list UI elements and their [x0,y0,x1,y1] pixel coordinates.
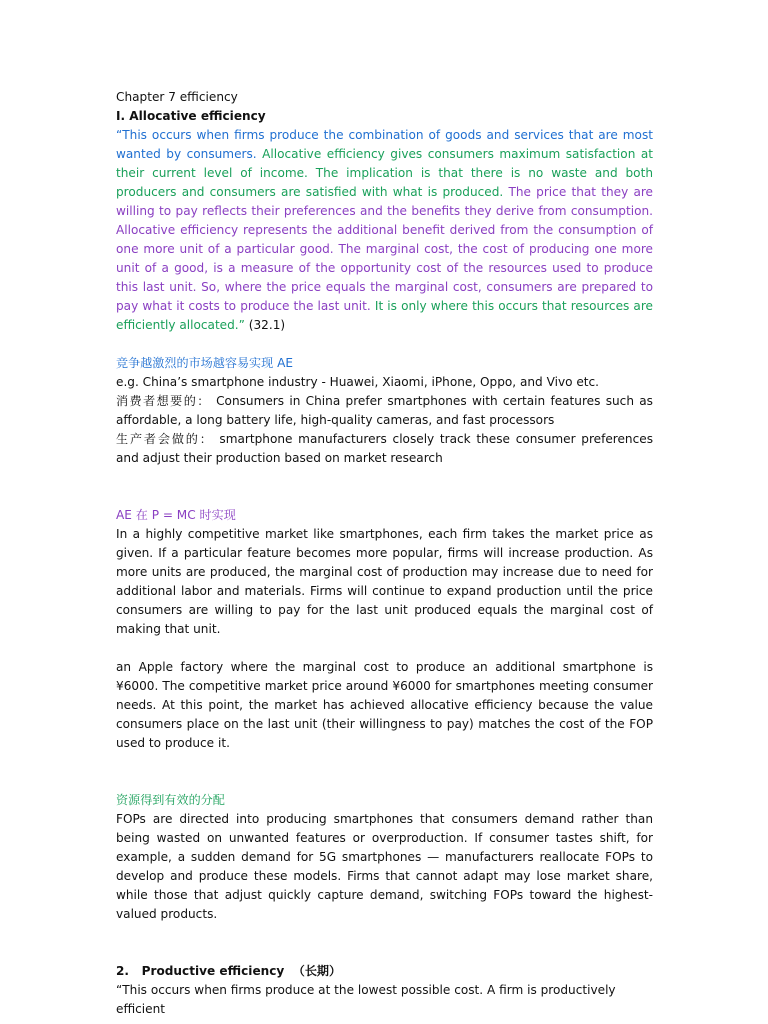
example-line: e.g. China’s smartphone industry - Huawei, Xiaomi, iPhone, Oppo, and Vivo etc. [116,375,600,389]
consumer-label: 消费者想要的： [116,394,211,408]
productive-quote-start: “This occurs when firms produce at the lowest possible cost. A firm is productively efficient [116,983,616,1016]
subhead-p-equals-mc: AE 在 P = MC 时实现 [116,508,236,522]
chapter-title: Chapter 7 efficiency [116,90,238,104]
producer-paragraph [116,430,653,468]
producer-label: 生产者会做的： [116,432,214,446]
subhead-competition: 竞争越激烈的市场越容易实现 AE [116,356,293,370]
consumer-text: Consumers in China prefer smartphones with certain features such as affordable, a long battery life, high-quality cameras, and fast processors [116,394,653,427]
quote-part-blue: “This occurs when firms produce the combination of goods and services that are most wanted by consumers. [116,128,653,161]
quote-part-green-end: It is only where this occurs that resources are efficiently allocated.” [116,299,653,332]
section-heading-productive: 2. Productive efficiency （长期） [116,964,342,978]
quote-part-purple: The price that they are willing to pay reflects their preferences and the benefits they derive from consumption. Allocative efficiency represents the additional benefit derived from the consumption of one more unit of a particular good. The marginal cost, the cost of producing one more unit of a good, is a measure of the opportunity cost of the resources used to produce this last unit. So, where the price equals the marginal cost, consumers are prepared to pay what it costs to produce the last unit. [116,185,653,313]
allocative-quote [116,126,653,335]
competitive-market-paragraph: In a highly competitive market like smartphones, each firm takes the market price as given. If a particular feature becomes more popular, firms will increase production. As more units are produced, the marginal cost of production may increase due to need for additional labor and materials. Firms will continue to expand production until the price consumers are willing to pay for the last unit produced equals the marginal cost of making that unit. [116,527,653,636]
quote-citation: (32.1) [244,318,286,332]
producer-text: smartphone manufacturers closely track these consumer preferences and adjust their production based on market research [116,432,653,465]
subhead-resources: 资源得到有效的分配 [116,793,225,807]
section-heading-allocative: I. Allocative efficiency [116,109,266,123]
quote-part-green: Allocative efficiency gives consumers maximum satisfaction at their current level of income. The implication is that there is no waste and both producers and consumers are satisfied with what is produced. [116,147,653,199]
fops-paragraph: FOPs are directed into producing smartphones that consumers demand rather than being wasted on unwanted features or overproduction. If consumer tastes shift, for example, a sudden demand for 5G smartphones — manufacturers reallocate FOPs to develop and produce these models. Firms that cannot adapt may lose market share, while those that adjust quickly capture demand, switching FOPs toward the highest-valued products. [116,812,653,921]
apple-factory-paragraph: an Apple factory where the marginal cost to produce an additional smartphone is ¥6000. The competitive market price around ¥6000 for smartphones meeting consumer needs. At this point, the market has achieved allocative efficiency because the value consumers place on the last unit (their willingness to pay) matches the cost of the FOP used to produce it. [116,660,653,750]
consumer-paragraph [116,392,653,430]
